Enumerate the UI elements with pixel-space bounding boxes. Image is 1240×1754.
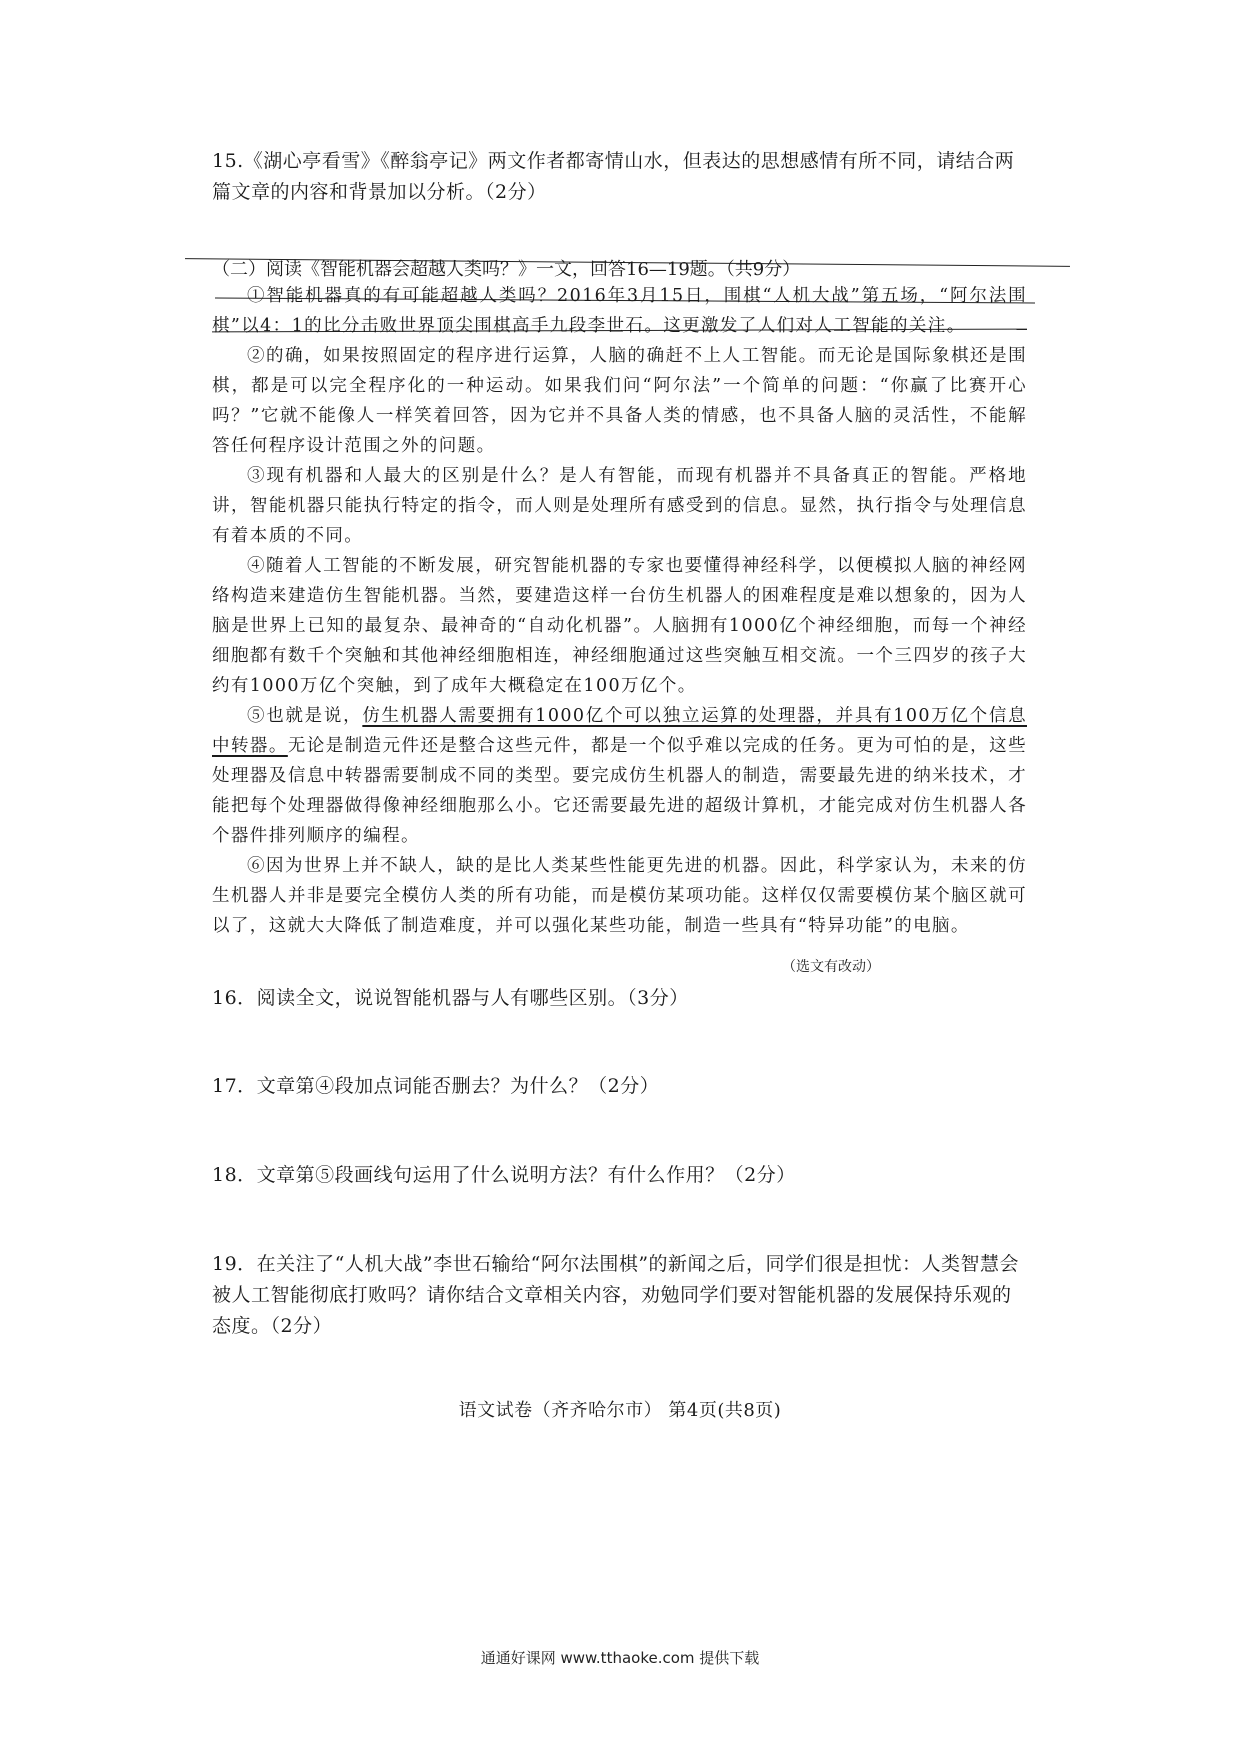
question-17: 17．文章第④段加点词能否删去？为什么？（2分） [212, 1075, 660, 1097]
passage-paragraph-5 [212, 701, 1027, 851]
underlined-sentence: 仿生机器人需要拥有1000亿个可以独立运算的处理器，并具有100万亿个信息中转器。 [212, 706, 1027, 756]
reading-passage [212, 281, 1027, 941]
question-18: 18．文章第⑤段画线句运用了什么说明方法？有什么作用？（2分） [212, 1164, 796, 1186]
section-2-title: （二）阅读《智能机器会超越人类吗？》一文，回答16—19题。（共9分） [212, 259, 801, 280]
passage-paragraph-2: ②的确，如果按照固定的程序进行运算，人脑的确赶不上人工智能。而无论是国际象棋还是围棋，都是可以完全程序化的一种运动。如果我们问“阿尔法”一个简单的问题：“你赢了比赛开心吗？”它就不能像人一样笑着回答，因为它并不具备人类的情感，也不具备人脑的灵活性，不能解答任何程序设计范围之外的问题。 [212, 346, 1027, 456]
source-note: （选文有改动） [782, 959, 880, 975]
passage-paragraph-1: ①智能机器真的有可能超越人类吗？2016年3月15日，围棋“人机大战”第五场，“阿尔法围棋”以4：1的比分击败世界顶尖围棋高手九段李世石。这更激发了人们对人工智能的关注。 [212, 286, 1027, 336]
question-16: 16．阅读全文，说说智能机器与人有哪些区别。（3分） [212, 987, 689, 1009]
passage-paragraph-3: ③现有机器和人最大的区别是什么？是人有智能，而现有机器并不具备真正的智能。严格地讲，智能机器只能执行特定的指令，而人则是处理所有感受到的信息。显然，执行指令与处理信息有着本质的不同。 [212, 466, 1027, 546]
question-19: 19．在关注了“人机大战”李世石输给“阿尔法围棋”的新闻之后，同学们很是担忧：人类智慧会被人工智能彻底打败吗？请你结合文章相关内容，劝勉同学们要对智能机器的发展保持乐观的态度。（2分） [212, 1253, 1020, 1337]
passage-paragraph-6: ⑥因为世界上并不缺人，缺的是比人类某些性能更先进的机器。因此，科学家认为，未来的仿生机器人并非是要完全模仿人类的所有功能，而是模仿某项功能。这样仅仅需要模仿某个脑区就可以了，这就大大降低了制造难度，并可以强化某些功能，制造一些具有“特异功能”的电脑。 [212, 856, 1027, 936]
paragraph-5-rest: 无论是制造元件还是整合这些元件，都是一个似乎难以完成的任务。更为可怕的是，这些处理器及信息中转器需要制成不同的类型。要完成仿生机器人的制造，需要最先进的纳米技术，才能把每个处理器做得像神经细胞那么小。它还需要最先进的超级计算机，才能完成对仿生机器人各个器件排列顺序的编程。 [212, 736, 1027, 846]
download-watermark: 通通好课网 www.tthaoke.com 提供下载 [480, 1649, 760, 1667]
paragraph-5-lead: ⑤也就是说， [247, 706, 363, 726]
passage-paragraph-4: ④随着人工智能的不断发展，研究智能机器的专家也要懂得神经科学，以便模拟人脑的神经网络构造来建造仿生智能机器。当然，要建造这样一台仿生机器人的困难程度是难以想象的，因为人脑是世界上已知的最复杂、最神奇的“自动化机器”。人脑拥有1000亿个神经细胞，而每一个神经细胞都有数千个突触和其他神经细胞相连，神经细胞通过这些突触互相交流。一个三四岁的孩子大约有1000万亿个突触，到了成年大概稳定在100万亿个。 [212, 556, 1027, 696]
page-footer: 语文试卷（齐齐哈尔市） 第4页(共8页) [458, 1400, 782, 1421]
question-15: 15.《湖心亭看雪》《醉翁亭记》两文作者都寄情山水，但表达的思想感情有所不同，请结合两篇文章的内容和背景加以分析。（2分） [212, 150, 1015, 203]
